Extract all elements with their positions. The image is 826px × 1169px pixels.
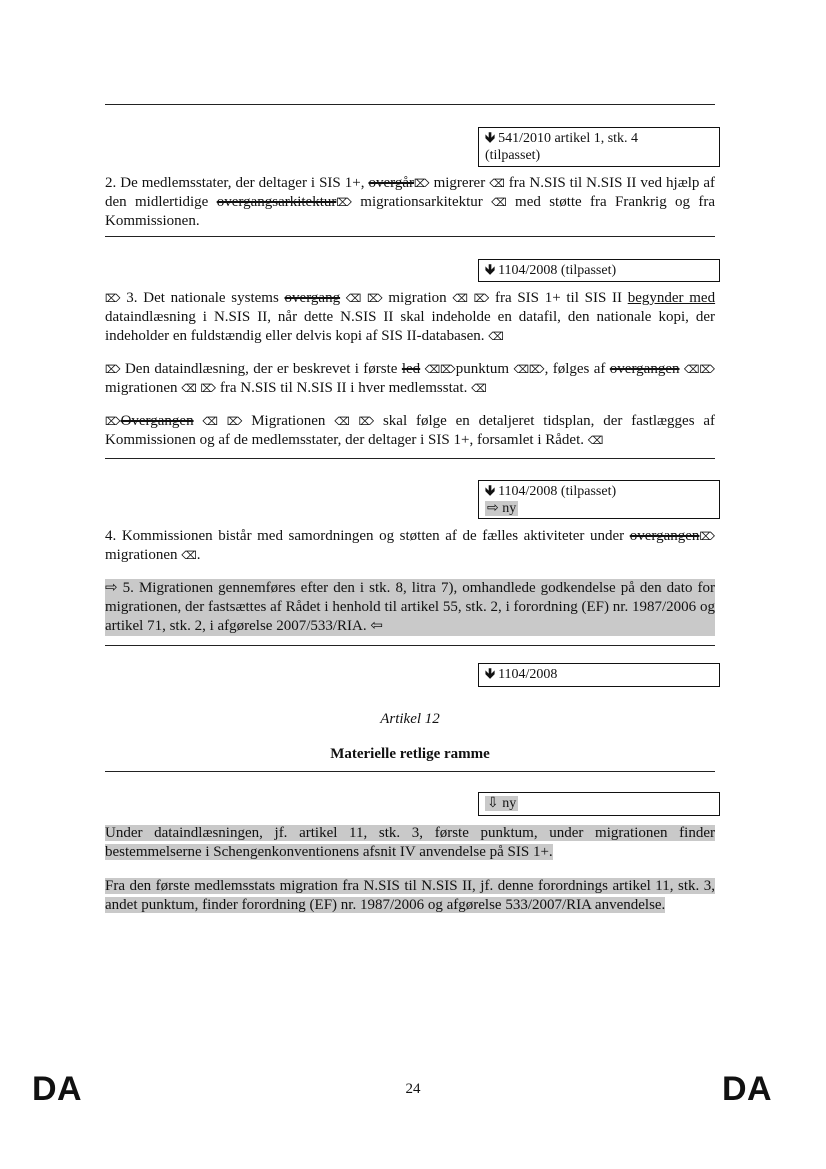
right-arrow-icon: ⇨ bbox=[487, 501, 499, 516]
source-reference-box bbox=[478, 259, 720, 282]
down-arrow-icon: 🡻 bbox=[485, 263, 496, 278]
insert-start-icon: ⌦ bbox=[358, 415, 375, 428]
inserted-text: Migrationen bbox=[251, 413, 326, 429]
inserted-text: migrerer bbox=[433, 175, 486, 191]
insert-start-icon: ⌦ bbox=[336, 196, 352, 209]
insert-start-icon: ⌦ bbox=[105, 292, 121, 305]
insert-end-icon: ⌫ bbox=[452, 292, 468, 305]
insert-start-icon: ⌦ bbox=[699, 530, 715, 543]
insert-end-icon: ⌫ bbox=[587, 434, 604, 447]
insert-start-icon: ⌦ bbox=[699, 363, 716, 376]
source-reference-box bbox=[478, 663, 720, 687]
section-rule bbox=[105, 771, 715, 772]
right-arrow-icon: ⇨ bbox=[105, 580, 118, 596]
insert-end-icon: ⌫ bbox=[683, 363, 700, 376]
down-arrow-icon: 🡻 bbox=[485, 667, 496, 682]
new-marker: ny bbox=[502, 796, 517, 811]
page-number: 24 bbox=[405, 1081, 421, 1097]
section-rule bbox=[105, 458, 715, 459]
down-arrow-icon: 🡻 bbox=[485, 131, 496, 146]
insert-end-icon: ⌫ bbox=[489, 177, 505, 190]
source-reference-box bbox=[478, 127, 720, 167]
insert-start-icon: ⌦ bbox=[473, 292, 490, 305]
insert-end-icon: ⌫ bbox=[513, 363, 529, 376]
source-reference: 1104/2008 (tilpasset) bbox=[498, 484, 617, 499]
insert-start-icon: ⌦ bbox=[529, 363, 545, 376]
outline-down-arrow-icon: ⇩ bbox=[487, 796, 499, 811]
insert-end-icon: ⌫ bbox=[471, 382, 487, 395]
insert-end-icon: ⌫ bbox=[202, 415, 218, 428]
insert-end-icon: ⌫ bbox=[491, 196, 507, 209]
language-label-right: DA bbox=[722, 1070, 773, 1108]
source-reference-box bbox=[478, 792, 720, 816]
source-reference: 1104/2008 (tilpasset) bbox=[498, 263, 617, 278]
article-number: Artikel 12 bbox=[380, 711, 440, 727]
article-title: Materielle retlige ramme bbox=[330, 746, 490, 762]
deleted-text: overgangen bbox=[609, 361, 680, 377]
insert-end-icon: ⌫ bbox=[334, 415, 350, 428]
paragraph-3-second: ⌦ Den dataindlæsning, der er beskrevet i første led ⌫⌦punktum ⌫⌦, følges af overgangen ⌫⌦ migrationen ⌫ ⌦ fra N.SIS til N.SIS II i hver medlemsstat. ⌫ bbox=[105, 361, 716, 396]
inserted-text: migrationsarkitektur bbox=[360, 194, 483, 210]
insert-start-icon: ⌦ bbox=[200, 382, 217, 395]
deleted-text: overgår bbox=[368, 175, 415, 191]
deleted-text: Overgangen bbox=[120, 413, 194, 429]
insert-start-icon: ⌦ bbox=[105, 363, 121, 376]
deleted-text: overgangsarkitektur bbox=[216, 194, 337, 210]
deleted-text: led bbox=[401, 361, 421, 377]
paragraph-2: 2. De medlemsstater, der deltager i SIS 1+, overgår⌦ migrerer ⌫ fra N.SIS til N.SIS II ved hjælp af den midlertidige overgangsarkitektur⌦ migrationsarkitektur ⌫ med støtte fra Frankrig og fra Kommissionen. bbox=[105, 175, 716, 229]
paragraph-4: 4. Kommissionen bistår med samordningen og støtten af de fælles aktiviteter under overgangen⌦ migrationen ⌫. bbox=[105, 528, 715, 563]
insert-start-icon: ⌦ bbox=[367, 292, 383, 305]
insert-start-icon: ⌦ bbox=[440, 363, 456, 376]
new-paragraph-2: Fra den første medlemsstats migration fra N.SIS til N.SIS II, jf. denne forordnings artikel 11, stk. 3, andet punktum, finder forordning (EF) nr. 1987/2006 og afgørelse 533/2007/RIA anvendelse. bbox=[105, 878, 715, 913]
insert-start-icon: ⌦ bbox=[226, 415, 243, 428]
new-paragraph-1: Under dataindlæsningen, jf. artikel 11, stk. 3, første punktum, under migrationen finder bestemmelserne i Schengenkonventionens afsnit IV anvendelse på SIS 1+. bbox=[105, 825, 715, 860]
section-rule bbox=[105, 645, 715, 646]
insert-start-icon: ⌦ bbox=[105, 415, 121, 428]
language-label-left: DA bbox=[32, 1070, 83, 1108]
insert-end-icon: ⌫ bbox=[345, 292, 362, 305]
source-reference-box bbox=[478, 480, 720, 519]
insert-end-icon: ⌫ bbox=[488, 330, 504, 343]
inserted-text: migrationen bbox=[105, 380, 178, 396]
source-reference: 1104/2008 bbox=[498, 667, 558, 682]
left-arrow-icon: ⇦ bbox=[370, 618, 383, 634]
deleted-text: overgang bbox=[284, 290, 341, 306]
top-rule bbox=[105, 104, 715, 105]
insert-start-icon: ⌦ bbox=[414, 177, 430, 190]
insert-end-icon: ⌫ bbox=[181, 382, 197, 395]
paragraph-3-third: ⌦Overgangen ⌫ ⌦ Migrationen ⌫ ⌦ skal følge en detaljeret tidsplan, der fastlægges af Kommissionen og af de medlemsstater, der deltager i SIS 1+, forsamlet i Rådet. ⌫ bbox=[105, 413, 716, 448]
inserted-text: migration bbox=[388, 290, 447, 306]
paragraph-3: ⌦ 3. Det nationale systems overgang ⌫ ⌦ migration ⌫ ⌦ fra SIS 1+ til SIS II begynder med dataindlæsning i N.SIS II, når dette N.SIS II skal indeholde en datafil, den nationale kopi, der indeholder en fuldstændig eller delvis kopi af SIS II-databasen. ⌫ bbox=[105, 290, 716, 344]
section-rule bbox=[105, 236, 715, 237]
insert-end-icon: ⌫ bbox=[181, 549, 197, 562]
paragraph-5-new: ⇨ 5. Migrationen gennemføres efter den i stk. 8, litra 7), omhandlede godkendelse på den dato for migrationen, der fastsættes af Rådet i henhold til artikel 55, stk. 2, i forordning (EF) nr. 1987/2006 og artikel 71, stk. 2, i afgørelse 2007/533/RIA. ⇦ bbox=[105, 580, 715, 634]
source-adaptation-note: (tilpasset) bbox=[485, 148, 541, 163]
source-reference: 541/2010 artikel 1, stk. 4 bbox=[498, 131, 639, 146]
insert-end-icon: ⌫ bbox=[424, 363, 441, 376]
down-arrow-icon: 🡻 bbox=[485, 484, 496, 499]
underlined-text: begynder med bbox=[627, 290, 716, 306]
new-marker: ny bbox=[502, 501, 517, 516]
inserted-text: migrationen bbox=[105, 547, 178, 563]
inserted-text: punktum bbox=[455, 361, 510, 377]
deleted-text: overgangen bbox=[629, 528, 700, 544]
